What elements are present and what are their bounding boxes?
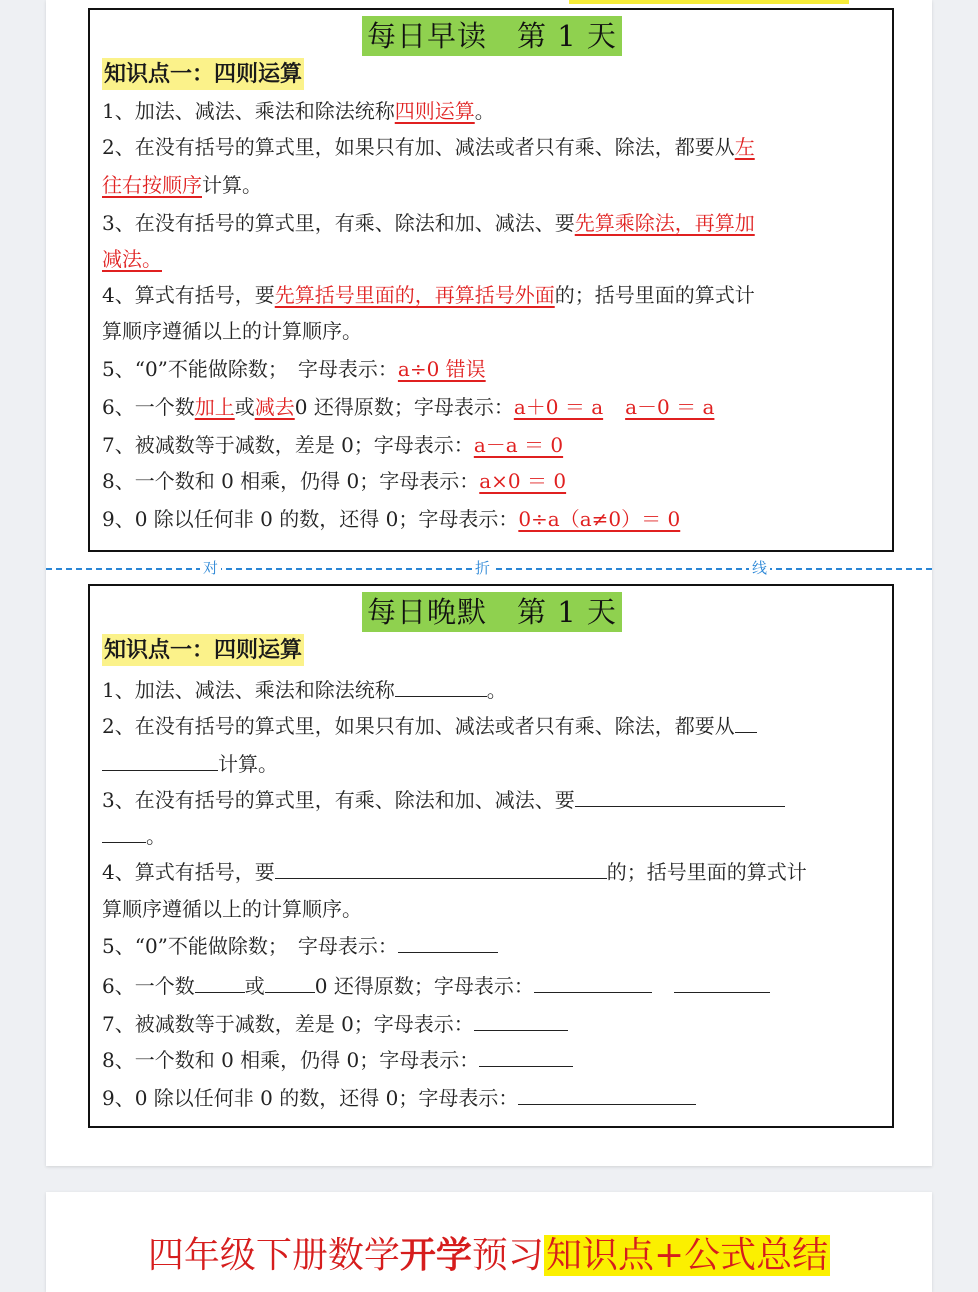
- morning-item-8: 8、一个数和 0 相乘，仍得 0；字母表示：a×0 ＝ 0: [102, 469, 567, 493]
- blank-field[interactable]: [395, 676, 487, 697]
- evening-dictation-box: [88, 584, 894, 1128]
- blank-field[interactable]: [275, 858, 607, 879]
- evening-heading: 知识点一：四则运算: [102, 634, 304, 666]
- fold-label-2: 折: [472, 559, 493, 577]
- answer: 先算括号里面的，再算括号外面: [274, 283, 555, 307]
- answer: 0÷a（a≠0）＝ 0: [518, 507, 681, 531]
- answer: 减法。: [102, 247, 162, 271]
- fold-label-3: 线: [749, 559, 770, 577]
- answer: 左: [734, 135, 755, 159]
- highlight-strip: [569, 0, 849, 4]
- morning-item-2-cont: 往右按顺序计算。: [102, 173, 262, 197]
- morning-item-5: 5、“0”不能做除数； 字母表示：a÷0 错误: [102, 357, 486, 381]
- blank-field[interactable]: [735, 712, 757, 733]
- blank-field[interactable]: [575, 786, 785, 807]
- morning-item-4: 4、算式有括号，要先算括号里面的，再算括号外面的；括号里面的算式计: [102, 283, 755, 307]
- answer: 先算乘除法，再算加: [574, 211, 755, 235]
- evening-item-6: 6、一个数 或 0 还得原数；字母表示：: [102, 972, 878, 999]
- morning-item-1: 1、加法、减法、乘法和除法统称四则运算。: [102, 99, 495, 123]
- evening-item-5: 5、“0”不能做除数； 字母表示：: [102, 932, 878, 959]
- blank-field[interactable]: [518, 1084, 696, 1105]
- answer: a＋0 ＝ a: [513, 395, 604, 419]
- morning-heading: 知识点一：四则运算: [102, 58, 304, 90]
- evening-item-1: 1、加法、减法、乘法和除法统称 。: [102, 678, 507, 702]
- evening-title: 每日晚默 第 1 天: [362, 592, 622, 632]
- blank-field[interactable]: [265, 972, 315, 993]
- evening-item-8: 8、一个数和 0 相乘，仍得 0；字母表示：: [102, 1046, 878, 1073]
- answer: 往右按顺序: [102, 173, 202, 197]
- morning-item-6: 6、一个数加上或减去0 还得原数；字母表示：a＋0 ＝ a a－0 ＝ a: [102, 395, 715, 419]
- morning-item-9: 9、0 除以任何非 0 的数，还得 0；字母表示：0÷a（a≠0）＝ 0: [102, 507, 681, 531]
- morning-item-7: 7、被减数等于减数，差是 0；字母表示：a－a ＝ 0: [102, 433, 564, 457]
- answer: a÷0 错误: [397, 357, 486, 381]
- evening-item-2: 2、在没有括号的算式里，如果只有加、减法或者只有乘、除法，都要从: [102, 712, 878, 739]
- answer: 四则运算: [394, 99, 475, 123]
- morning-item-4-cont: 算顺序遵循以上的计算顺序。: [102, 319, 362, 343]
- blank-field[interactable]: [195, 972, 245, 993]
- answer: 加上: [194, 395, 235, 419]
- answer: a－a ＝ 0: [473, 433, 564, 457]
- morning-item-3: 3、在没有括号的算式里，有乘、除法和加、减法、要先算乘除法，再算加: [102, 211, 755, 235]
- banner-title: 四年级下册数学开学预习知识点+公式总结: [147, 1234, 829, 1276]
- fold-label-1: 对: [200, 559, 221, 577]
- blank-field[interactable]: [479, 1046, 573, 1067]
- blank-field[interactable]: [674, 972, 770, 993]
- blank-field[interactable]: [102, 750, 218, 771]
- evening-item-3-cont: 。: [102, 822, 878, 849]
- evening-item-7: 7、被减数等于减数，差是 0；字母表示：: [102, 1010, 878, 1037]
- evening-item-9: 9、0 除以任何非 0 的数，还得 0；字母表示：: [102, 1084, 878, 1111]
- blank-field[interactable]: [102, 822, 146, 843]
- blank-field[interactable]: [398, 932, 498, 953]
- answer: a－0 ＝ a: [625, 395, 715, 419]
- morning-reading-box: [88, 8, 894, 552]
- evening-item-4: 4、算式有括号，要 的；括号里面的算式计: [102, 860, 807, 884]
- blank-field[interactable]: [534, 972, 652, 993]
- evening-item-4-cont: 算顺序遵循以上的计算顺序。: [102, 897, 362, 921]
- evening-item-3: 3、在没有括号的算式里，有乘、除法和加、减法、要: [102, 786, 878, 813]
- morning-title: 每日早读 第 1 天: [362, 16, 622, 56]
- morning-item-3-cont: [102, 246, 878, 272]
- answer: a×0 ＝ 0: [479, 469, 567, 493]
- blank-field[interactable]: [474, 1010, 568, 1031]
- morning-item-2: 2、在没有括号的算式里，如果只有加、减法或者只有乘、除法，都要从左: [102, 135, 755, 159]
- answer: 减去: [254, 395, 295, 419]
- evening-item-2-cont: 计算。: [102, 750, 878, 777]
